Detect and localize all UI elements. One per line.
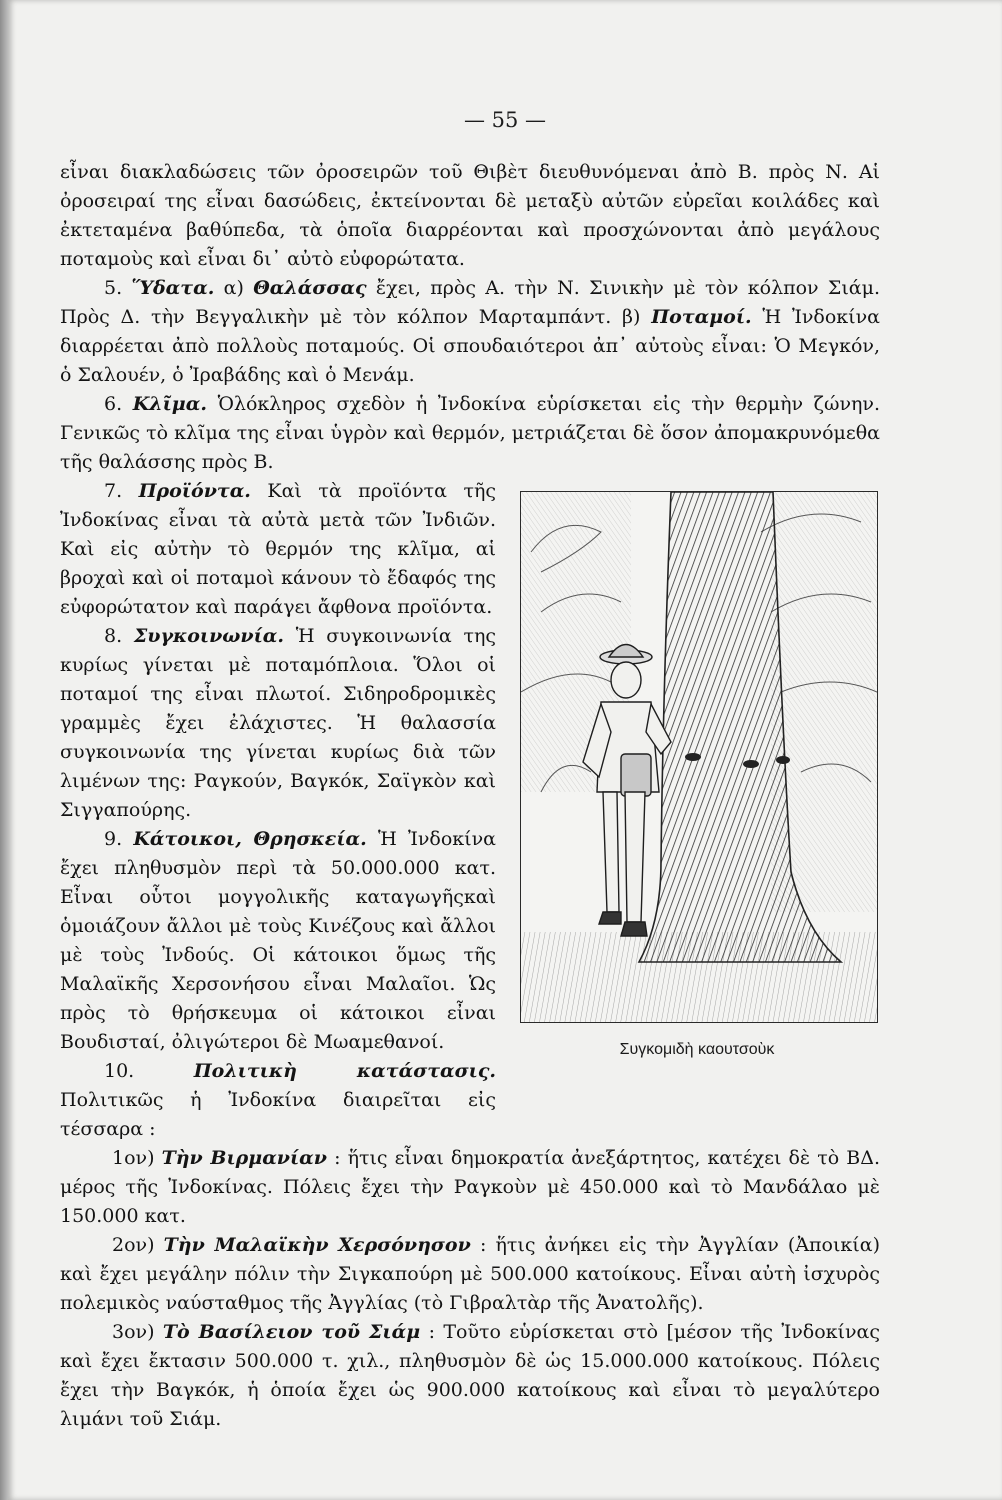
section-7-number: 7. — [104, 480, 123, 502]
section-6-number: 6. — [104, 393, 123, 415]
section-9-text: Ἡ Ἰνδοκίνα ἔχει πληθυσμὸν περὶ τὰ 50.000.000 κατ. Εἶναι οὗτοι μογγολικῆς καταγωγῆςκαὶ ὁμοιάζουν ἄλλοι μὲ τοὺς Κινέζους καὶ ἄλλοι μὲ τοὺς Ἰνδούς. Οἱ κάτοικοι ὅμως τῆς Μαλαϊκῆς Χερσονήσου εἶναι Μαλαῖοι. Ὡς πρὸς τὸ θρήσκευμα οἱ κάτοικοι εἶναι Βουδισταί, ὀλιγώτεροι δὲ Μωαμεθανοί. — [60, 828, 497, 1053]
section-5-b-label: β) — [622, 306, 641, 328]
list-item-ordinal: 1ον) — [112, 1147, 155, 1169]
section-8-number: 8. — [104, 625, 123, 647]
section-8-text: Ἡ συγκοινωνία της κυρίως γίνεται μὲ ποταμόπλοια. Ὅλοι οἱ ποταμοί της εἶναι πλωτοί. Σιδηροδρομικὲς γραμμὲς ἔχει ἐλάχιστες. Ἡ θαλασσία συγκοινωνία της γίνεται κυρίως διὰ τῶν λιμένων της: Ραγκούν, Βαγκόκ, Σαϊγκὸν καὶ Σιγγαπούρης. — [60, 625, 496, 821]
section-5-paragraph — [60, 274, 880, 390]
section-5-a-label: α) — [223, 277, 244, 299]
section-9-number: 9. — [104, 828, 123, 850]
section-6-paragraph — [60, 390, 880, 477]
list-item-ordinal: 2ον) — [112, 1234, 155, 1256]
section-5-a-text: ἔχει, πρὸς Α. τὴν Ν. Σινικὴν μὲ τὸν κόλπον Σιάμ. Πρὸς Δ. τὴν Βεγγαλικὴν μὲ τὸν κόλπον Μαρταμπάντ. — [60, 277, 881, 328]
list-item-malay-peninsula — [60, 1231, 880, 1318]
list-item-ordinal: 3ον) — [112, 1321, 155, 1343]
section-9-heading: Κάτοικοι, Θρησκεία. — [133, 828, 367, 850]
list-item-heading: Τὴν Μαλαϊκὴν Χερσόνησον — [163, 1234, 471, 1256]
section-5-a-heading: Θαλάσσας — [253, 277, 367, 299]
section-7-heading: Προϊόντα. — [138, 480, 251, 502]
figure-frame — [520, 491, 878, 1023]
list-item-burma — [60, 1144, 880, 1231]
section-7-text: Καὶ τὰ προϊόντα τῆς Ἰνδοκίνας εἶναι τὰ αὐτὰ μετὰ τῶν Ἰνδιῶν. Καὶ εἰς αὐτὴν τὸ θερμόν της κλῖμα, αἱ βροχαὶ καὶ οἱ ποταμοὶ κάνουν τὸ ἔδαφός της εὐφορώτατον καὶ παράγει ἄφθονα προϊόντα. — [60, 480, 496, 618]
section-10-number: 10. — [104, 1060, 135, 1082]
list-item-siam — [60, 1318, 880, 1434]
list-item-text: : ἥτις ἀνήκει εἰς τὴν Ἀγγλίαν (Ἀποικία) καὶ ἔχει μεγάλην πόλιν τὴν Σιγκαπούρη μὲ 500.000 κατοίκους. Εἶναι αὐτὴ ἰσχυρὸς πολεμικὸς ναύσταθμος τῆς Ἀγγλίας (τὸ Γιβραλτὰρ τῆς Ἀνατολῆς). — [60, 1234, 880, 1314]
section-5-heading: Ὕδατα. — [131, 277, 215, 299]
page-number: — 55 — — [463, 108, 547, 132]
book-page — [8, 0, 1002, 1500]
section-8-heading: Συγκοινωνία. — [133, 625, 284, 647]
section-10-heading: Πολιτικὴ κατάστασις. — [193, 1060, 496, 1082]
section-10-text: Πολιτικῶς ἡ Ἰνδοκίνα διαιρεῖται εἰς τέσσαρα : — [60, 1089, 496, 1140]
rubber-tapper-illustration — [521, 492, 877, 1022]
section-6-heading: Κλῖμα. — [132, 393, 207, 415]
list-item-text: : ἥτις εἶναι δημοκρατία ἀνεξάρτητος, κατέχει δὲ τὸ ΒΔ. μέρος τῆς Ἰνδοκίνας. Πόλεις ἔχει τὴν Ραγκοὺν μὲ 450.000 καὶ τὸ Μανδάλαο μὲ 150.000 κατ. — [60, 1147, 880, 1227]
section-6-text: Ὁλόκληρος σχεδὸν ἡ Ἰνδοκίνα εὑρίσκεται εἰς τὴν θερμὴν ζώνην. Γενικῶς τὸ κλῖμα της εἶναι ὑγρὸν καὶ θερμόν, μετριάζεται δὲ ὅσον ἀπομακρυνόμεθα τῆς θαλάσσης πρὸς Β. — [60, 393, 880, 473]
section-5-b-heading: Ποταμοί. — [651, 306, 752, 328]
list-item-text: : Τοῦτο εὑρίσκεται στὸ [μέσον τῆς Ἰνδοκίνας καὶ ἔχει ἔκτασιν 500.000 τ. χιλ., πληθυσμὸν δὲ ὡς 15.000.000 κατοίκους. Πόλεις ἔχει τὴν Βαγκόκ, ἡ ὁποία ἔχει ὡς 900.000 κατοίκους καὶ εἶναι τὸ μεγαλύτερο λιμάνι τοῦ Σιάμ. — [60, 1321, 881, 1430]
section-5-number: 5. — [104, 277, 123, 299]
list-item-heading: Τὸ Βασίλειον τοῦ Σιάμ — [162, 1321, 421, 1343]
list-item-heading: Τὴν Βιρμανίαν — [161, 1147, 327, 1169]
rubber-harvest-figure — [514, 481, 880, 1089]
figure-caption: Συγκομιδὴ καουτσοὺκ — [619, 1041, 775, 1058]
intro-paragraph: εἶναι διακλαδώσεις τῶν ὀροσειρῶν τοῦ Θιβὲτ διευθυνόμεναι ἀπὸ Β. πρὸς Ν. Αἱ ὀροσειραί της εἶναι δασώδεις, ἐκτείνονται δὲ μεταξὺ αὐτῶν εὐρεῖαι κοιλάδες καὶ ἐκτεταμένα βαθύπεδα, τὰ ὁποῖα διαρρέονται καὶ προσχώνονται ἀπὸ μεγάλους ποταμοὺς καὶ εἶναι δι᾽ αὐτὸ εὐφορώτατα. — [60, 161, 880, 270]
book-binding-edge — [0, 0, 8, 1500]
page-text — [60, 158, 880, 1434]
section-5-b-text: Ἡ Ἰνδοκίνα διαρρέεται ἀπὸ πολλοὺς ποταμούς. Οἱ σπουδαιότεροι ἀπ᾽ αὐτοὺς εἶναι: Ὁ Μεγκόν, ὁ Σαλουέν, ὁ Ἰραβάδης καὶ ὁ Μενάμ. — [60, 306, 880, 386]
